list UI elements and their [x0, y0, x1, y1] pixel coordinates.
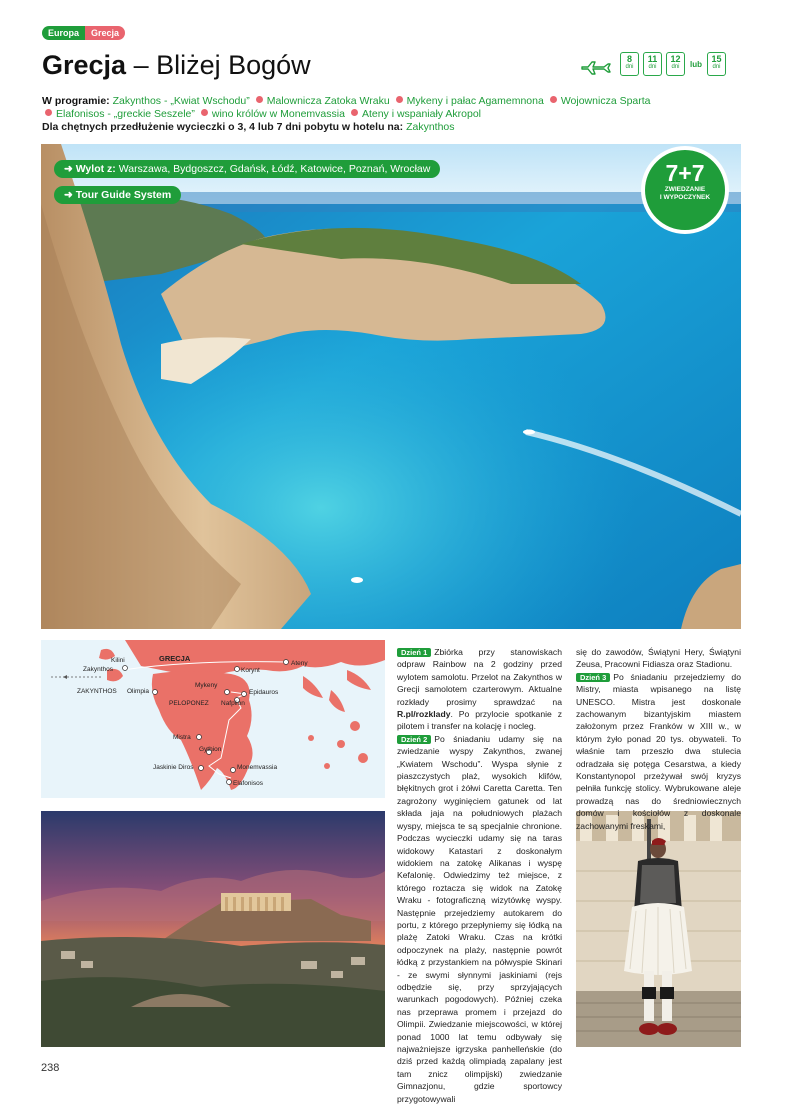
day-3-paragraph — [576, 671, 741, 832]
day-1-text: Zbiórka przy stanowiskach odpraw Rainbow na 2 godziny przed wylotem samolotu. Przelot na Zakynthos w Grecji samolotem czarterowym. Aktualne rozkłady prosimy sprawdzać na — [397, 647, 562, 707]
day-2-tag: Dzień 2 — [397, 735, 431, 744]
duration-8-days[interactable]: 8 dni — [620, 52, 639, 76]
sightseeing-rest-badge — [641, 146, 729, 234]
map-label: ZAKYNTHOS — [77, 688, 117, 695]
trip-durations — [580, 52, 726, 76]
bullet-dot — [351, 109, 358, 116]
page-number: 238 — [41, 1062, 60, 1074]
timetable-link[interactable]: R.pl/rozklady — [397, 709, 451, 720]
program-item: Wojownicza Sparta — [560, 95, 651, 107]
bullet-dot — [201, 109, 208, 116]
map-label: Nafplion — [221, 700, 245, 707]
map-label: Mistra — [173, 734, 191, 741]
acropolis-illustration — [41, 811, 385, 1047]
day-1-text-end: . Po przylocie spotkanie z pilotem i transfer na kolację i nocleg. — [397, 709, 562, 732]
breadcrumb-grecja[interactable]: Grecja — [85, 26, 125, 40]
map-label: GRECJA — [159, 654, 191, 663]
map-label: Olimpia — [127, 688, 150, 695]
evzone-guard-photo — [576, 811, 741, 1047]
day-2-text: Po śniadaniu udamy się na zwiedzanie wyspy Zakynthos, zwanej „Kwiatem Wschodu”. Wyspa słynie z piaszczystych plaż, wysokich klifów, błękitnych grot i żółwi Caretta Caretta. Ten zagrożony wyginięciem gatunek od lat składa jaja na południowych plażach wyspy, miejsca te są specjalnie chronione. Podczas wycieczki udamy się na taras widokowy Katastari z doskonałym widokiem na zatokę Alikanas i wyspę Kefalonię. Odwiedzimy też miejsce, z którego roztacza się widok na Zatokę Wraku - fotograficzną wizytówkę wyspy. Następnie przejedziemy autokarem do portu, z którego przepłyniemy się łódką na plażę Zatoki Wraku. Czas na krótki odpoczynek na plaży, następnie powrót łódką z przystankiem na półwyspie Skinari - ze swymi słynnymi jaskiniami (rejs odbędzie się, przy sprzyjających warunkach pogodowych). Później czeka nas przeprawa promem i przejazd do Olimpii. Zwiedzanie miejscowości, w której ponad 1000 lat temu odbywały się najważniejsze igrzyska panhelleńskie (do dziś przed każdą olimpiadą zapalany jest tam znicz olimpijski) zwiedzanie Gimnazjonu, gdzie sportowcy przygotowywali — [397, 733, 562, 1104]
route-map-shapes — [41, 640, 385, 798]
bullet-dot — [396, 96, 403, 103]
day-3-tag: Dzień 3 — [576, 673, 610, 682]
program-item: Ateny i wspaniały Akropol — [361, 108, 482, 120]
map-label: Gythion — [199, 746, 222, 753]
map-label: Mykeny — [195, 682, 218, 689]
program-summary — [42, 95, 758, 134]
day-2-paragraph — [397, 733, 562, 1105]
hero-photo-navagio-bay — [41, 144, 741, 629]
program-item: Elafonisos - „greckie Seszele” — [56, 108, 195, 120]
badge-line-2: I WYPOCZYNEK — [659, 194, 711, 201]
program-label: W programie: — [42, 95, 110, 107]
day-1-paragraph — [397, 646, 562, 733]
map-label: Elafonisos — [233, 780, 263, 787]
extension-place: Zakynthos — [406, 121, 455, 133]
evzone-illustration — [576, 811, 741, 1047]
route-map — [41, 640, 385, 798]
duration-15-days[interactable]: 15 dni — [707, 52, 726, 76]
tour-guide-system-pill: ➜ Tour Guide System — [54, 186, 181, 204]
duration-11-days[interactable]: 11 dni — [643, 52, 662, 76]
extension-label: Dla chętnych przedłużenie wycieczki o 3, 4 lub 7 dni pobytu w hotelu na: — [42, 121, 404, 133]
breadcrumb-europa[interactable]: Europa — [42, 26, 85, 40]
airplane-icon — [580, 53, 616, 75]
itinerary-column-1 — [397, 646, 562, 1105]
map-label: Zakynthos — [83, 666, 113, 673]
program-item: Mykeny i pałac Agamemnona — [406, 95, 544, 107]
day-2-continued: się do zawodów, Świątyni Hery, Świątyni Zeusa, Pracowni Fidiasza oraz Stadionu. — [576, 647, 741, 670]
hero-illustration — [41, 144, 741, 629]
program-item: Malownicza Zatoka Wraku — [266, 95, 390, 107]
bullet-dot — [550, 96, 557, 103]
title-sub: – Bliżej Bogów — [133, 50, 311, 80]
title-main: Grecja — [42, 50, 127, 80]
departure-label: ➜ Wylot z: — [64, 163, 116, 175]
program-item: Zakynthos - „Kwiat Wschodu” — [112, 95, 250, 107]
map-label: Kilini — [111, 657, 125, 664]
page-title — [42, 48, 311, 82]
program-item: wino królów w Monemvassia — [211, 108, 345, 120]
durations-or: lub — [690, 59, 702, 69]
map-label: Ateny — [291, 660, 308, 667]
departure-cities: Warszawa, Bydgoszcz, Gdańsk, Łódź, Katowice, Poznań, Wrocław — [118, 163, 431, 175]
day-3-text: Po śniadaniu przejedziemy do Mistry, miasta wpisanego na listę UNESCO. Mistra jest doskonale zachowanym bizantyjskim miastem założonym przez Franków w XIII w., w którym żyło ponad 20 tys. obywateli. To właśnie tam przeszło dwa stulecia odradzała się potęga Cesarstwa, a kiedy Konstantynopol przeżywał swój kryzys pełniła funkcję stolicy. Wybrukowane aleje prowadzą nas do średniowiecznych domów i kościołów z doskonale zachowanymi freskami, — [576, 671, 741, 831]
badge-line-1: ZWIEDZANIE — [664, 186, 706, 193]
itinerary-column-2 — [576, 646, 741, 832]
map-label: Jaskinie Diros — [153, 764, 194, 771]
map-label: Monemvassia — [237, 764, 278, 771]
bullet-dot — [45, 109, 52, 116]
badge-number: 7+7 — [665, 160, 705, 186]
acropolis-photo — [41, 811, 385, 1047]
breadcrumb — [42, 26, 125, 40]
day-1-tag: Dzień 1 — [397, 648, 431, 657]
duration-12-days[interactable]: 12 dni — [666, 52, 685, 76]
departure-pill — [54, 160, 440, 178]
map-label: PELOPONEZ — [169, 700, 209, 707]
map-label: Epidauros — [249, 689, 279, 696]
map-label: Korynt — [241, 667, 260, 674]
bullet-dot — [256, 96, 263, 103]
